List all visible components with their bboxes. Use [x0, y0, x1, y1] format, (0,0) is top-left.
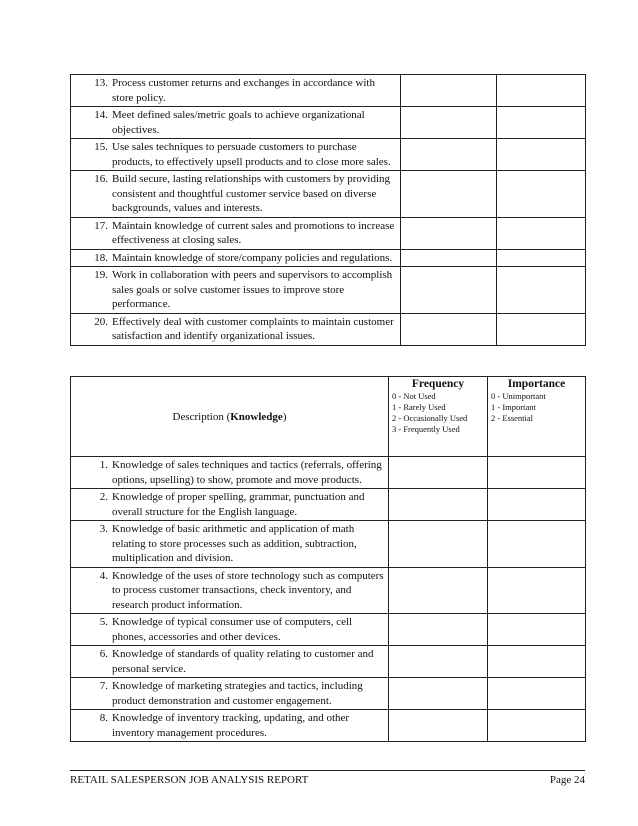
task-number: 14. — [94, 109, 108, 121]
task-importance-cell[interactable] — [497, 249, 586, 267]
task-description-cell — [71, 249, 401, 267]
knowledge-number: 8. — [99, 712, 108, 724]
knowledge-frequency-cell[interactable] — [389, 457, 488, 489]
task-item — [71, 219, 396, 248]
task-frequency-cell[interactable] — [401, 313, 497, 345]
importance-header — [488, 377, 586, 457]
task-description-cell — [71, 267, 401, 314]
task-importance-cell[interactable] — [497, 139, 586, 171]
task-table-body — [71, 75, 586, 346]
knowledge-importance-cell[interactable] — [488, 646, 586, 678]
task-row — [71, 217, 586, 249]
knowledge-description-cell — [71, 521, 389, 568]
task-number: 13. — [94, 77, 108, 89]
knowledge-item — [71, 569, 384, 613]
task-description-cell — [71, 217, 401, 249]
task-item — [71, 172, 396, 216]
task-importance-cell[interactable] — [497, 267, 586, 314]
task-item — [71, 140, 396, 169]
knowledge-header-row — [71, 377, 586, 457]
knowledge-row — [71, 489, 586, 521]
knowledge-table — [70, 376, 586, 742]
frequency-title: Frequency — [411, 378, 465, 390]
task-number: 19. — [94, 269, 108, 281]
task-frequency-cell[interactable] — [401, 107, 497, 139]
task-description-cell — [71, 75, 401, 107]
knowledge-frequency-cell[interactable] — [389, 489, 488, 521]
task-text: Work in collaboration with peers and supervisors to accomplish sales goals or solve customer issues to improve store performance. — [112, 269, 393, 310]
knowledge-importance-cell[interactable] — [488, 710, 586, 742]
knowledge-description-cell — [71, 567, 389, 614]
task-importance-cell[interactable] — [497, 75, 586, 107]
task-row — [71, 249, 586, 267]
task-description-cell — [71, 107, 401, 139]
importance-scale-1: 1 - Important — [491, 402, 536, 412]
knowledge-description-cell — [71, 457, 389, 489]
frequency-scale-3: 3 - Frequently Used — [392, 424, 460, 434]
task-text: Build secure, lasting relationships with customers by providing consistent and thoughtful customer service based on diverse backgrounds, values and interests. — [112, 173, 391, 214]
knowledge-item — [71, 490, 384, 519]
task-importance-cell[interactable] — [497, 107, 586, 139]
importance-scale-2: 2 - Essential — [491, 413, 534, 423]
knowledge-frequency-cell[interactable] — [389, 521, 488, 568]
task-number: 15. — [94, 141, 108, 153]
knowledge-number: 6. — [99, 648, 108, 660]
knowledge-description-cell — [71, 489, 389, 521]
frequency-scale-1: 1 - Rarely Used — [392, 402, 446, 412]
task-description-cell — [71, 139, 401, 171]
task-frequency-cell[interactable] — [401, 217, 497, 249]
task-row — [71, 107, 586, 139]
knowledge-number: 7. — [99, 680, 108, 692]
knowledge-frequency-cell[interactable] — [389, 710, 488, 742]
knowledge-row — [71, 614, 586, 646]
task-number: 20. — [94, 315, 108, 328]
task-row — [71, 75, 586, 107]
importance-title: Importance — [507, 378, 566, 390]
task-item — [71, 268, 396, 312]
task-item — [71, 251, 396, 266]
knowledge-text: Knowledge of standards of quality relating to customer and personal service. — [112, 648, 374, 675]
task-row — [71, 313, 586, 345]
knowledge-description-cell — [71, 678, 389, 710]
report-title: RETAIL SALESPERSON JOB ANALYSIS REPORT — [70, 774, 309, 786]
task-item — [71, 315, 396, 344]
description-header-bold: Knowledge — [230, 410, 283, 423]
knowledge-row — [71, 710, 586, 742]
importance-scale-0: 0 - Unimportant — [491, 391, 546, 401]
knowledge-text: Knowledge of basic arithmetic and application of math relating to store processes such as addition, subtraction, multiplication and division. — [112, 523, 357, 564]
task-importance-cell[interactable] — [497, 171, 586, 218]
knowledge-text: Knowledge of marketing strategies and tactics, including product demonstration and customer engagement. — [112, 680, 363, 707]
page-footer — [70, 770, 585, 786]
knowledge-frequency-cell[interactable] — [389, 646, 488, 678]
knowledge-item — [71, 458, 384, 487]
knowledge-row — [71, 521, 586, 568]
knowledge-number: 5. — [99, 616, 108, 628]
task-frequency-cell[interactable] — [401, 249, 497, 267]
knowledge-description-cell — [71, 614, 389, 646]
task-text: Effectively deal with customer complaints to maintain customer satisfaction and identify organizational issues. — [112, 315, 394, 342]
knowledge-number: 2. — [99, 491, 108, 503]
task-text: Maintain knowledge of current sales and promotions to increase effectiveness at closing sales. — [112, 219, 395, 246]
frequency-scale-0: 0 - Not Used — [392, 391, 436, 401]
knowledge-description-cell — [71, 646, 389, 678]
knowledge-importance-cell[interactable] — [488, 678, 586, 710]
knowledge-item — [71, 647, 384, 676]
knowledge-text: Knowledge of the uses of store technology such as computers to process customer transactions, check inventory, and research product information. — [112, 569, 384, 611]
knowledge-text: Knowledge of proper spelling, grammar, punctuation and overall structure for the English language. — [112, 491, 365, 518]
task-text: Use sales techniques to persuade customers to purchase products, to effectively upsell products and to close more sales. — [112, 141, 391, 168]
task-importance-cell[interactable] — [497, 217, 586, 249]
knowledge-item — [71, 522, 384, 566]
task-text: Maintain knowledge of store/company policies and regulations. — [112, 251, 393, 264]
knowledge-table-body — [71, 457, 586, 742]
knowledge-item — [71, 711, 384, 740]
knowledge-text: Knowledge of typical consumer use of computers, cell phones, accessories and other devices. — [112, 616, 353, 643]
knowledge-importance-cell[interactable] — [488, 614, 586, 646]
page-number: Page 24 — [549, 774, 585, 786]
task-text: Meet defined sales/metric goals to achieve organizational objectives. — [112, 109, 365, 136]
task-item — [71, 76, 396, 105]
task-row — [71, 267, 586, 314]
knowledge-text: Knowledge of inventory tracking, updating, and other inventory management procedures. — [112, 712, 350, 739]
task-row — [71, 139, 586, 171]
task-text: Process customer returns and exchanges in accordance with store policy. — [112, 77, 375, 104]
task-number: 17. — [94, 219, 108, 232]
knowledge-number: 4. — [99, 569, 108, 582]
task-frequency-cell[interactable] — [401, 75, 497, 107]
knowledge-importance-cell[interactable] — [488, 489, 586, 521]
task-description-cell — [71, 313, 401, 345]
knowledge-importance-cell[interactable] — [488, 521, 586, 568]
task-row — [71, 171, 586, 218]
knowledge-item — [71, 679, 384, 708]
task-frequency-cell[interactable] — [401, 267, 497, 314]
knowledge-number: 3. — [99, 523, 108, 535]
knowledge-item — [71, 615, 384, 644]
frequency-scale-2: 2 - Occasionally Used — [392, 413, 468, 423]
task-number: 18. — [94, 251, 108, 264]
knowledge-row — [71, 457, 586, 489]
task-item — [71, 108, 396, 137]
knowledge-importance-cell[interactable] — [488, 457, 586, 489]
knowledge-number: 1. — [99, 459, 108, 471]
knowledge-description-cell — [71, 710, 389, 742]
task-number: 16. — [94, 173, 108, 185]
task-importance-cell[interactable] — [497, 313, 586, 345]
knowledge-row — [71, 678, 586, 710]
task-frequency-cell[interactable] — [401, 171, 497, 218]
task-table — [70, 74, 586, 346]
knowledge-frequency-cell[interactable] — [389, 614, 488, 646]
task-description-cell — [71, 171, 401, 218]
description-header: Description (Knowledge) — [71, 377, 389, 457]
knowledge-row — [71, 646, 586, 678]
knowledge-importance-cell[interactable] — [488, 567, 586, 614]
frequency-header — [389, 377, 488, 457]
knowledge-frequency-cell[interactable] — [389, 678, 488, 710]
knowledge-text: Knowledge of sales techniques and tactics (referrals, offering options, upselling) to show, promote and move products. — [112, 459, 382, 486]
knowledge-row — [71, 567, 586, 614]
knowledge-frequency-cell[interactable] — [389, 567, 488, 614]
task-frequency-cell[interactable] — [401, 139, 497, 171]
